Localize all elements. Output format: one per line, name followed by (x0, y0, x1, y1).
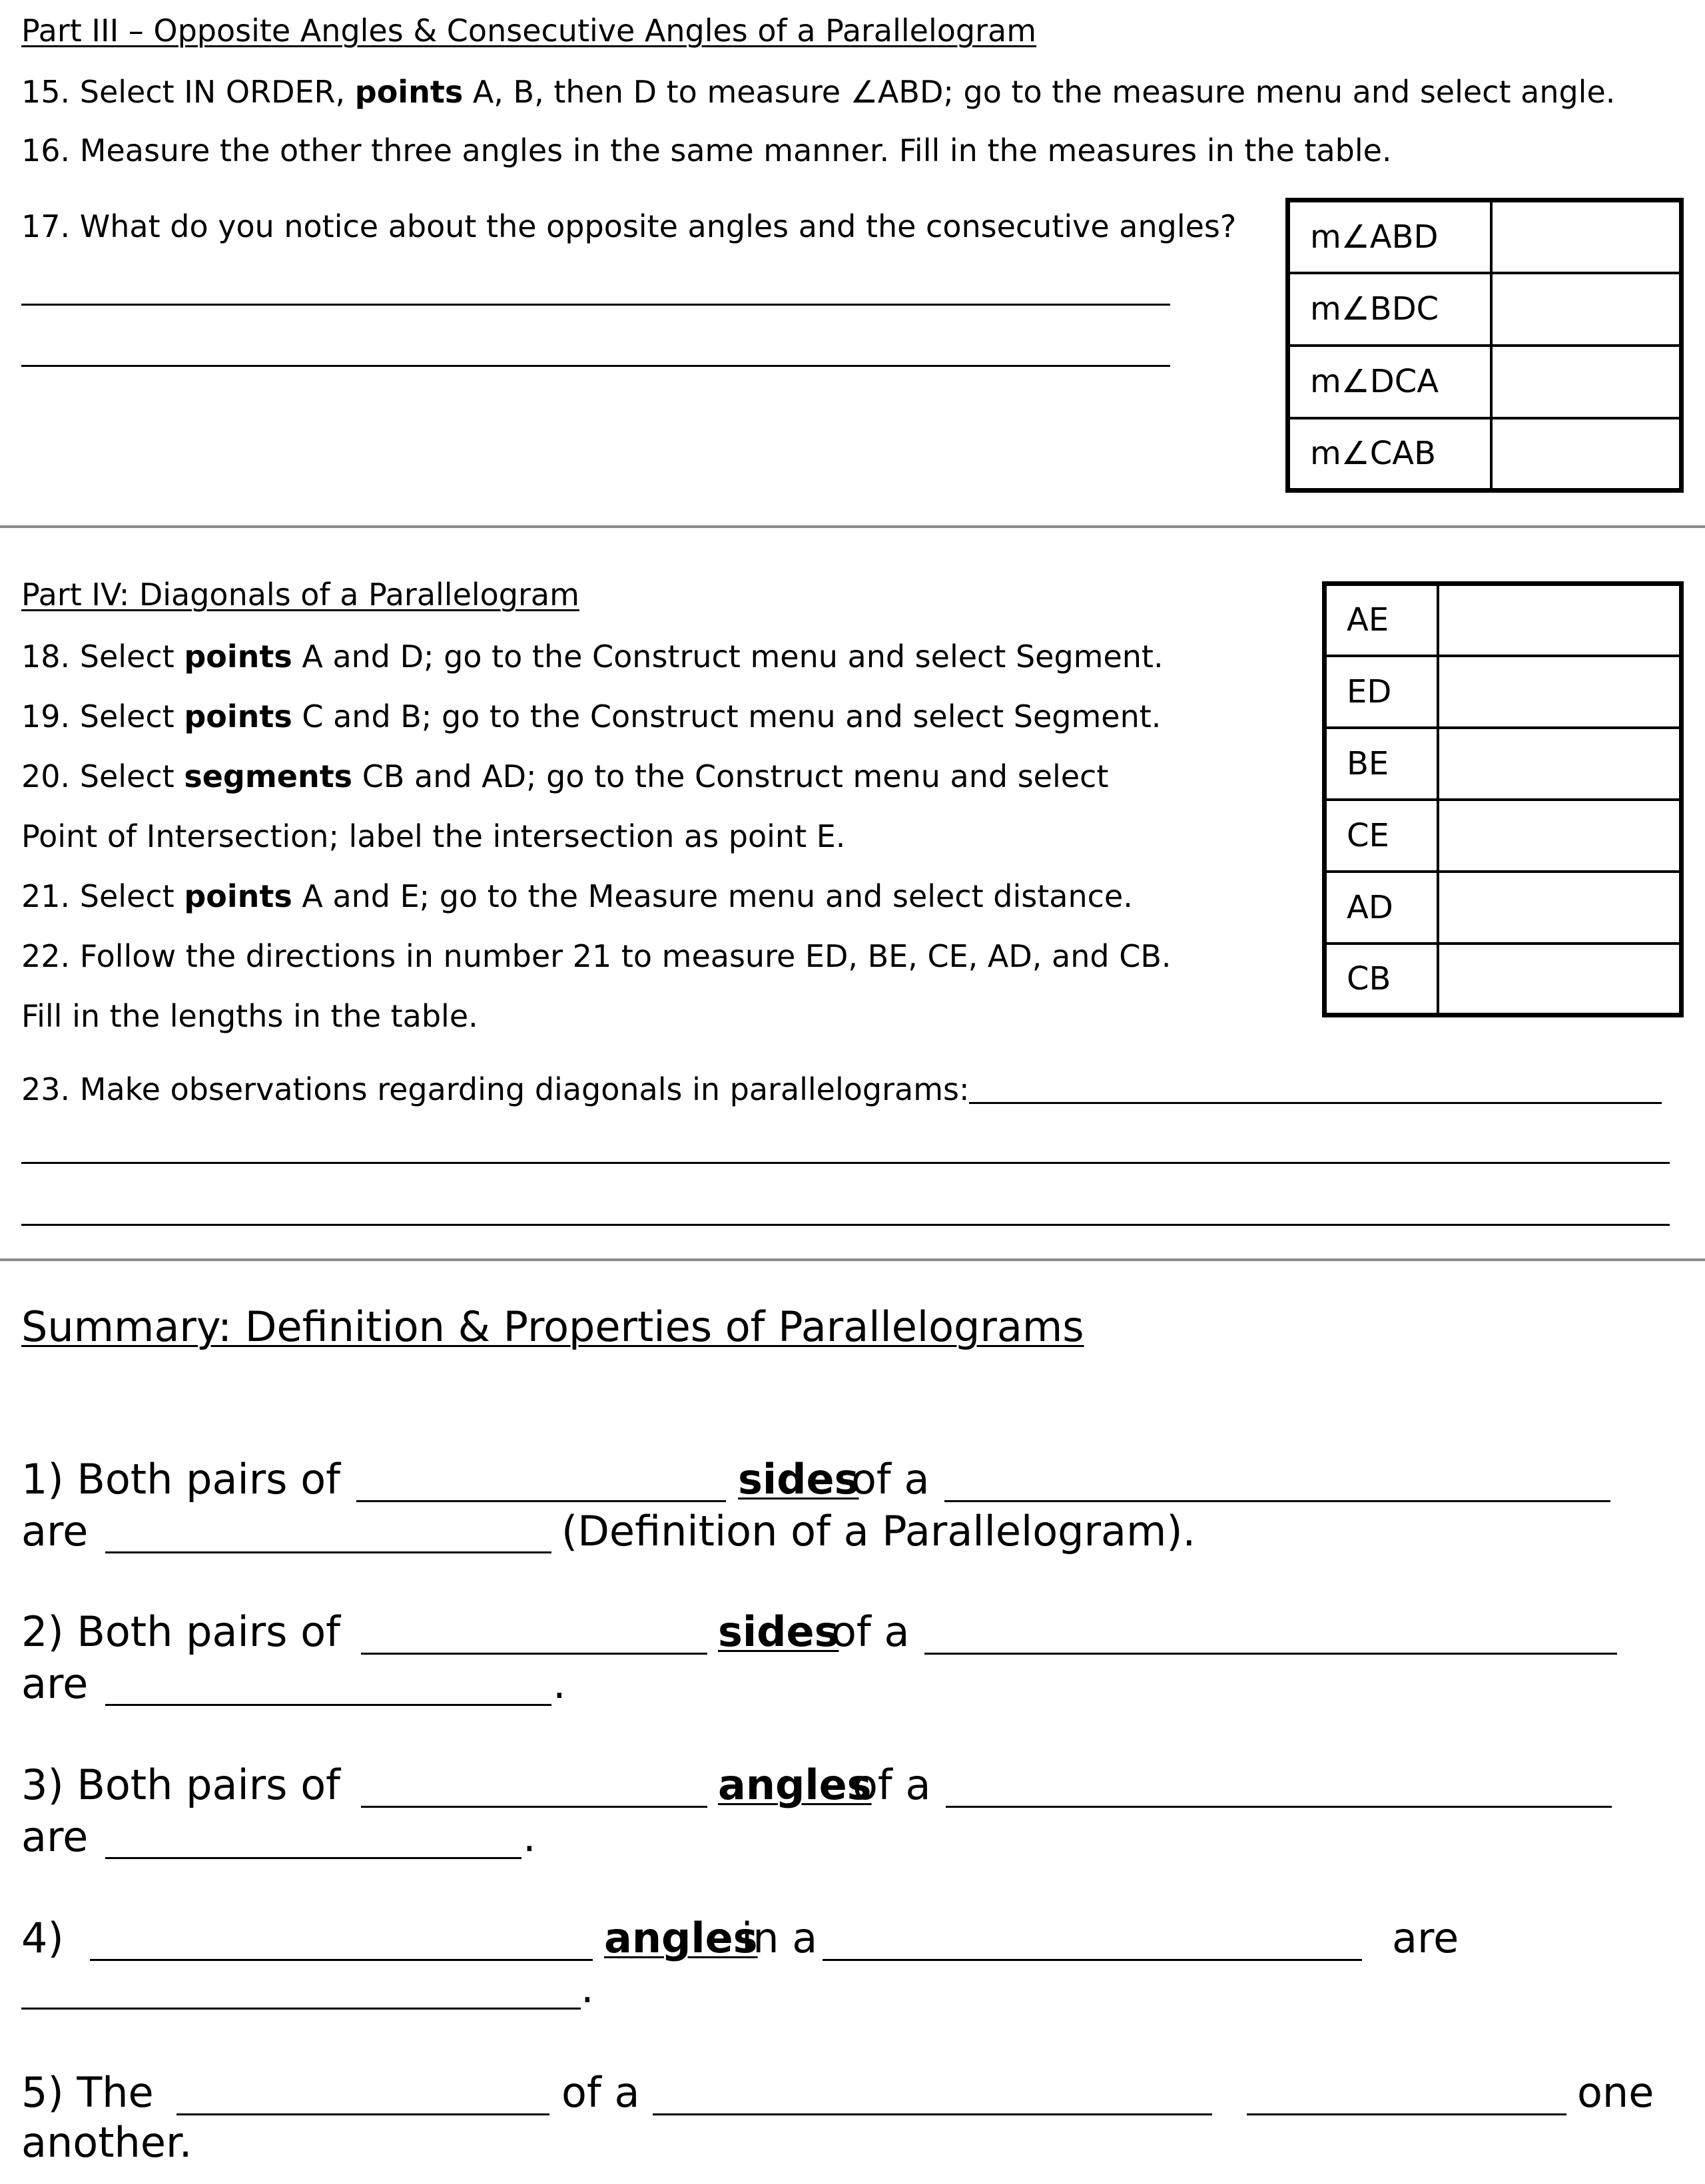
table-label: m∠ABD (1288, 200, 1492, 273)
q23: 23. Make observations regarding diagonals in parallelograms: (21, 1071, 970, 1107)
q23-answer-line-1[interactable] (969, 1102, 1662, 1104)
table-value[interactable] (1438, 800, 1682, 872)
q23-answer-line-3[interactable] (21, 1224, 1670, 1226)
s2-blank-2[interactable] (924, 1653, 1617, 1655)
s5-one: one (1577, 2068, 1654, 2117)
table-row (1288, 418, 1682, 491)
table-value[interactable] (1438, 728, 1682, 800)
table-label: ED (1325, 656, 1439, 728)
s1-are: are (21, 1507, 89, 1555)
section-divider-2 (0, 1258, 1705, 1261)
s5-blank-2[interactable] (653, 2113, 1212, 2115)
table-label: m∠DCA (1288, 346, 1492, 418)
q21-b: points (184, 878, 292, 914)
q18 (21, 638, 1164, 675)
s2-blank-3[interactable] (105, 1704, 551, 1706)
s2-of-a: of a (831, 1607, 910, 1656)
s3-angles: angles (718, 1761, 872, 1809)
s4-in-a: in a (741, 1914, 818, 1962)
q19-b: points (184, 698, 292, 734)
table-label: AD (1325, 872, 1439, 944)
s2-sides: sides (718, 1607, 839, 1656)
section-divider-1 (0, 525, 1705, 528)
table-row (1325, 800, 1682, 872)
s4-period: . (581, 1964, 594, 2012)
s1-of-a: of a (851, 1455, 930, 1503)
table-value[interactable] (1491, 418, 1682, 491)
q21 (21, 878, 1133, 915)
table-value[interactable] (1438, 944, 1682, 1015)
s5-another: another. (21, 2118, 192, 2167)
s3-are: are (21, 1812, 89, 1861)
s5-blank-3[interactable] (1247, 2113, 1566, 2115)
s5-blank-1[interactable] (176, 2113, 549, 2115)
table-value[interactable] (1491, 200, 1682, 273)
table-row (1325, 944, 1682, 1015)
table-value[interactable] (1491, 273, 1682, 346)
s3-blank-3[interactable] (105, 1857, 521, 1859)
q20-continued: Point of Intersection; label the intersection as point E. (21, 818, 846, 854)
s4-blank-2[interactable] (823, 1959, 1362, 1961)
q20-c: CB and AD; go to the Construct menu and select (352, 758, 1109, 794)
s2-are: are (21, 1659, 89, 1708)
s1-blank-2[interactable] (944, 1500, 1610, 1502)
s1-lead: 1) Both pairs of (21, 1455, 340, 1503)
q19-c: C and B; go to the Construct menu and select Segment. (292, 698, 1162, 734)
table-row (1325, 872, 1682, 944)
q19 (21, 698, 1161, 735)
q15-bold: points (354, 74, 464, 110)
q17-answer-line-1[interactable] (21, 304, 1170, 306)
q15 (21, 73, 1615, 111)
q23-answer-line-2[interactable] (21, 1162, 1670, 1164)
s3-lead: 3) Both pairs of (21, 1761, 340, 1809)
s3-blank-1[interactable] (361, 1806, 707, 1808)
q15-text: 15. Select IN ORDER, (21, 74, 355, 110)
q22-continued: Fill in the lengths in the table. (21, 998, 478, 1034)
table-row (1288, 346, 1682, 418)
s2-blank-1[interactable] (361, 1653, 707, 1655)
q22: 22. Follow the directions in number 21 to measure ED, BE, CE, AD, and CB. (21, 938, 1172, 974)
s4-blank-1[interactable] (90, 1959, 593, 1961)
s5-of-a: of a (561, 2068, 640, 2117)
s2-lead: 2) Both pairs of (21, 1607, 340, 1656)
s4-are: are (1392, 1914, 1459, 1962)
s5-lead: 5) The (21, 2068, 154, 2117)
q21-c: A and E; go to the Measure menu and select distance. (292, 878, 1133, 914)
table-value[interactable] (1438, 584, 1682, 656)
s4-lead: 4) (21, 1914, 64, 1962)
summary-title: Summary: Definition & Properties of Parallelograms (21, 1302, 1084, 1351)
table-value[interactable] (1491, 346, 1682, 418)
s1-blank-1[interactable] (356, 1500, 726, 1502)
table-label: m∠CAB (1288, 418, 1492, 491)
s1-sides: sides (738, 1455, 859, 1503)
q19-a: 19. Select (21, 698, 184, 734)
s3-period: . (523, 1812, 536, 1861)
table-row (1325, 728, 1682, 800)
table-label: CB (1325, 944, 1439, 1015)
q17-answer-line-2[interactable] (21, 365, 1170, 367)
q20 (21, 758, 1108, 795)
table-row (1325, 584, 1682, 656)
q18-b: points (184, 639, 292, 675)
part3-title: Part III – Opposite Angles & Consecutive Angles of a Parallelogram (21, 13, 1037, 49)
q20-b: segments (184, 758, 353, 794)
q18-c: A and D; go to the Construct menu and select Segment. (292, 639, 1164, 675)
table-value[interactable] (1438, 872, 1682, 944)
angle-measure-table (1285, 198, 1684, 493)
table-label: m∠BDC (1288, 273, 1492, 346)
s1-definition: (Definition of a Parallelogram). (561, 1507, 1196, 1555)
part4-title: Part IV: Diagonals of a Parallelogram (21, 577, 579, 613)
table-row (1288, 200, 1682, 273)
q15-rest: A, B, then D to measure ∠ABD; go to the measure menu and select angle. (463, 74, 1616, 110)
q21-a: 21. Select (21, 878, 184, 914)
table-label: CE (1325, 800, 1439, 872)
table-label: BE (1325, 728, 1439, 800)
s4-blank-3[interactable] (21, 2008, 581, 2010)
table-value[interactable] (1438, 656, 1682, 728)
diagonal-length-table (1322, 581, 1684, 1017)
q18-a: 18. Select (21, 639, 184, 675)
q17: 17. What do you notice about the opposite angles and the consecutive angles? (21, 208, 1237, 244)
table-row (1325, 656, 1682, 728)
q16: 16. Measure the other three angles in the same manner. Fill in the measures in the table. (21, 133, 1392, 168)
s2-period: . (553, 1659, 566, 1708)
table-row (1288, 273, 1682, 346)
q20-a: 20. Select (21, 758, 184, 794)
s3-of-a: of a (852, 1761, 931, 1809)
s1-blank-3[interactable] (105, 1551, 551, 1553)
s4-angles: angles (604, 1914, 758, 1962)
table-label: AE (1325, 584, 1439, 656)
s3-blank-2[interactable] (946, 1806, 1612, 1808)
